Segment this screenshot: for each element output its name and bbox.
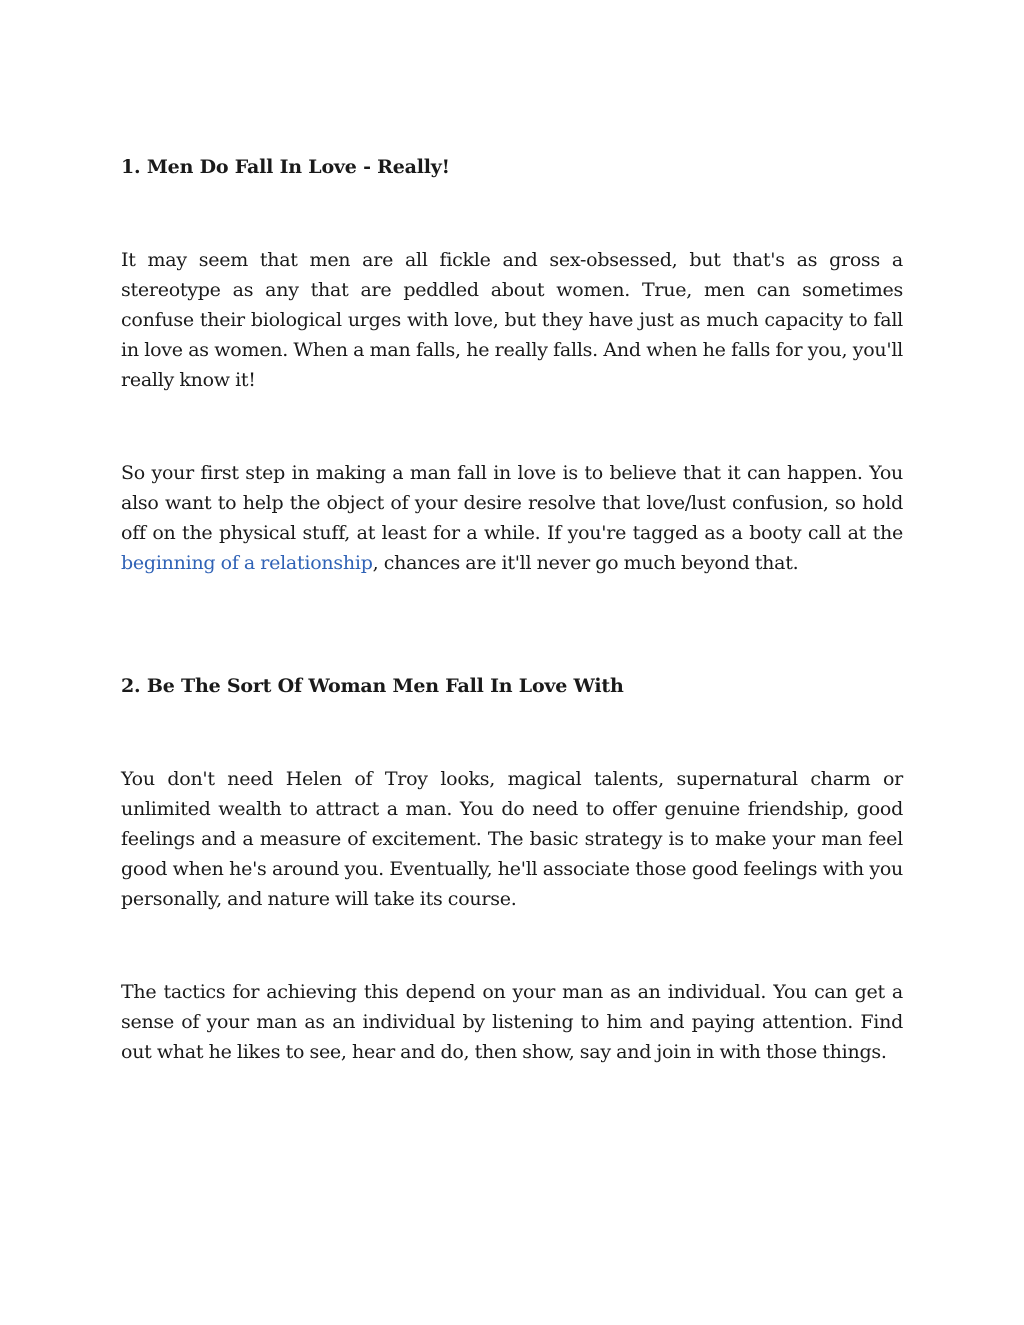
- paragraph-first-step: [121, 458, 903, 578]
- section-heading-2: 2. Be The Sort Of Woman Men Fall In Love With: [121, 675, 624, 697]
- paragraph-men-fall-in-love: It may seem that men are all fickle and sex-obsessed, but that's as gross a stereotype as any that are peddled about women. True, men can sometimes confuse their biological urges with love, but they have just as much capacity to fall in love as women. When a man falls, he really falls. And when he falls for you, you'll really know it!: [121, 249, 903, 391]
- paragraph-first-step-text-before: So your first step in making a man fall in love is to believe that it can happen. You also want to help the object of your desire resolve that love/lust confusion, so hold off on the physical stuff, at least for a while. If you're tagged as a booty call at the: [121, 462, 903, 544]
- paragraph-first-step-text-after: , chances are it'll never go much beyond that.: [372, 552, 799, 574]
- paragraph-tactics: The tactics for achieving this depend on your man as an individual. You can get a sense of your man as an individual by listening to him and paying attention. Find out what he likes to see, hear and do, then show, say and join in with those things.: [121, 981, 903, 1063]
- paragraph-attract-a-man: You don't need Helen of Troy looks, magical talents, supernatural charm or unlimited wealth to attract a man. You do need to offer genuine friendship, good feelings and a measure of excitement. The basic strategy is to make your man feel good when he's around you. Eventually, he'll associate those good feelings with you personally, and nature will take its course.: [121, 768, 903, 910]
- section-heading-1: 1. Men Do Fall In Love - Really!: [121, 156, 450, 178]
- beginning-of-relationship-link[interactable]: beginning of a relationship: [121, 552, 373, 574]
